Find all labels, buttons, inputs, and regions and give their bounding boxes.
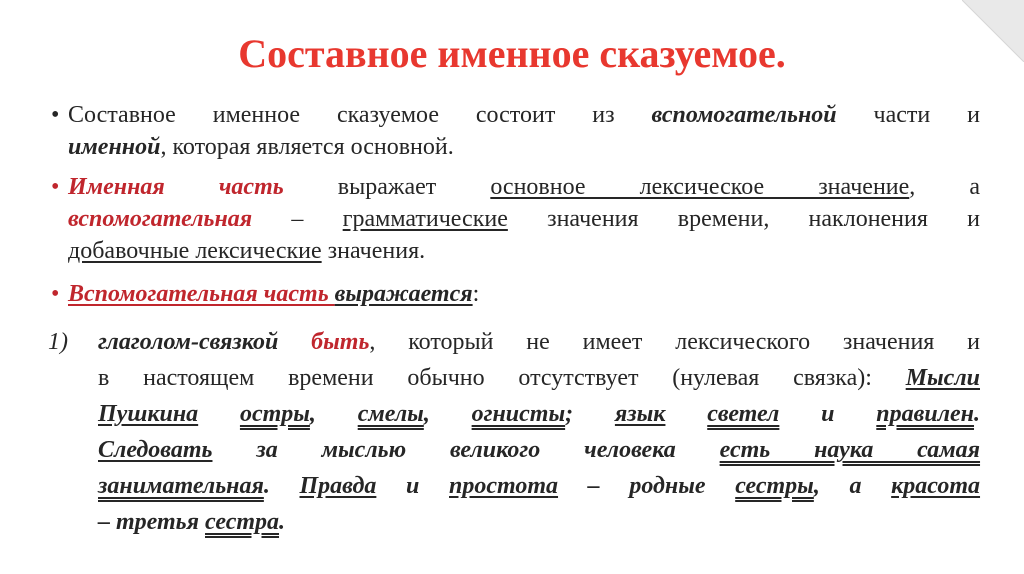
p4-line-2: в настоящем времени обычно отсутствует (нулевая связка): Мысли [98,365,980,391]
bullet-marker: • [51,174,60,200]
bullet-marker: • [51,102,60,128]
p2-line-2: вспомогательная – грамматические значения времени, наклонения и [68,206,980,232]
p2-line-1: Именная часть выражает основное лексическое значение, а [68,174,981,200]
slide-title: Составное именное сказуемое. [238,31,786,76]
item-number: 1) [48,329,68,355]
p4-line-1: глаголом-связкой быть, который не имеет лексического значения и [98,329,980,355]
term-copula: быть [311,329,370,355]
bullet-paragraph-1 [51,99,980,163]
p4-line-5: занимательная. Правда и простота – родные сестры, а красота [98,473,981,499]
bullet-marker: • [51,281,60,307]
p2-line-3: добавочные лексические значения. [68,238,426,264]
term-auxiliary-part-heading: Вспомогательная часть [68,281,335,307]
term-nominal: именной [68,134,161,160]
term-nominal-part: Именная часть [68,174,284,200]
term-auxiliary-part: вспомогательная [68,206,253,232]
bullet-paragraph-3: • Вспомогательная часть выражается: [68,278,980,310]
p4-line-3: Пушкина остры, смелы, огнисты; язык светел и правилен. [98,401,981,427]
p1-line-2: именной, которая является основной. [68,134,454,160]
p4-line-4: Следовать за мыслью великого человека есть наука самая [98,437,981,463]
numbered-item-1 [48,324,981,540]
term-auxiliary: вспомогательной [651,102,837,128]
p4-line-6: – третья сестра. [98,509,286,535]
bullet-paragraph-2 [51,171,981,267]
p1-line-1: Составное именное сказуемое состоит из вспомогательной части и [68,102,980,128]
